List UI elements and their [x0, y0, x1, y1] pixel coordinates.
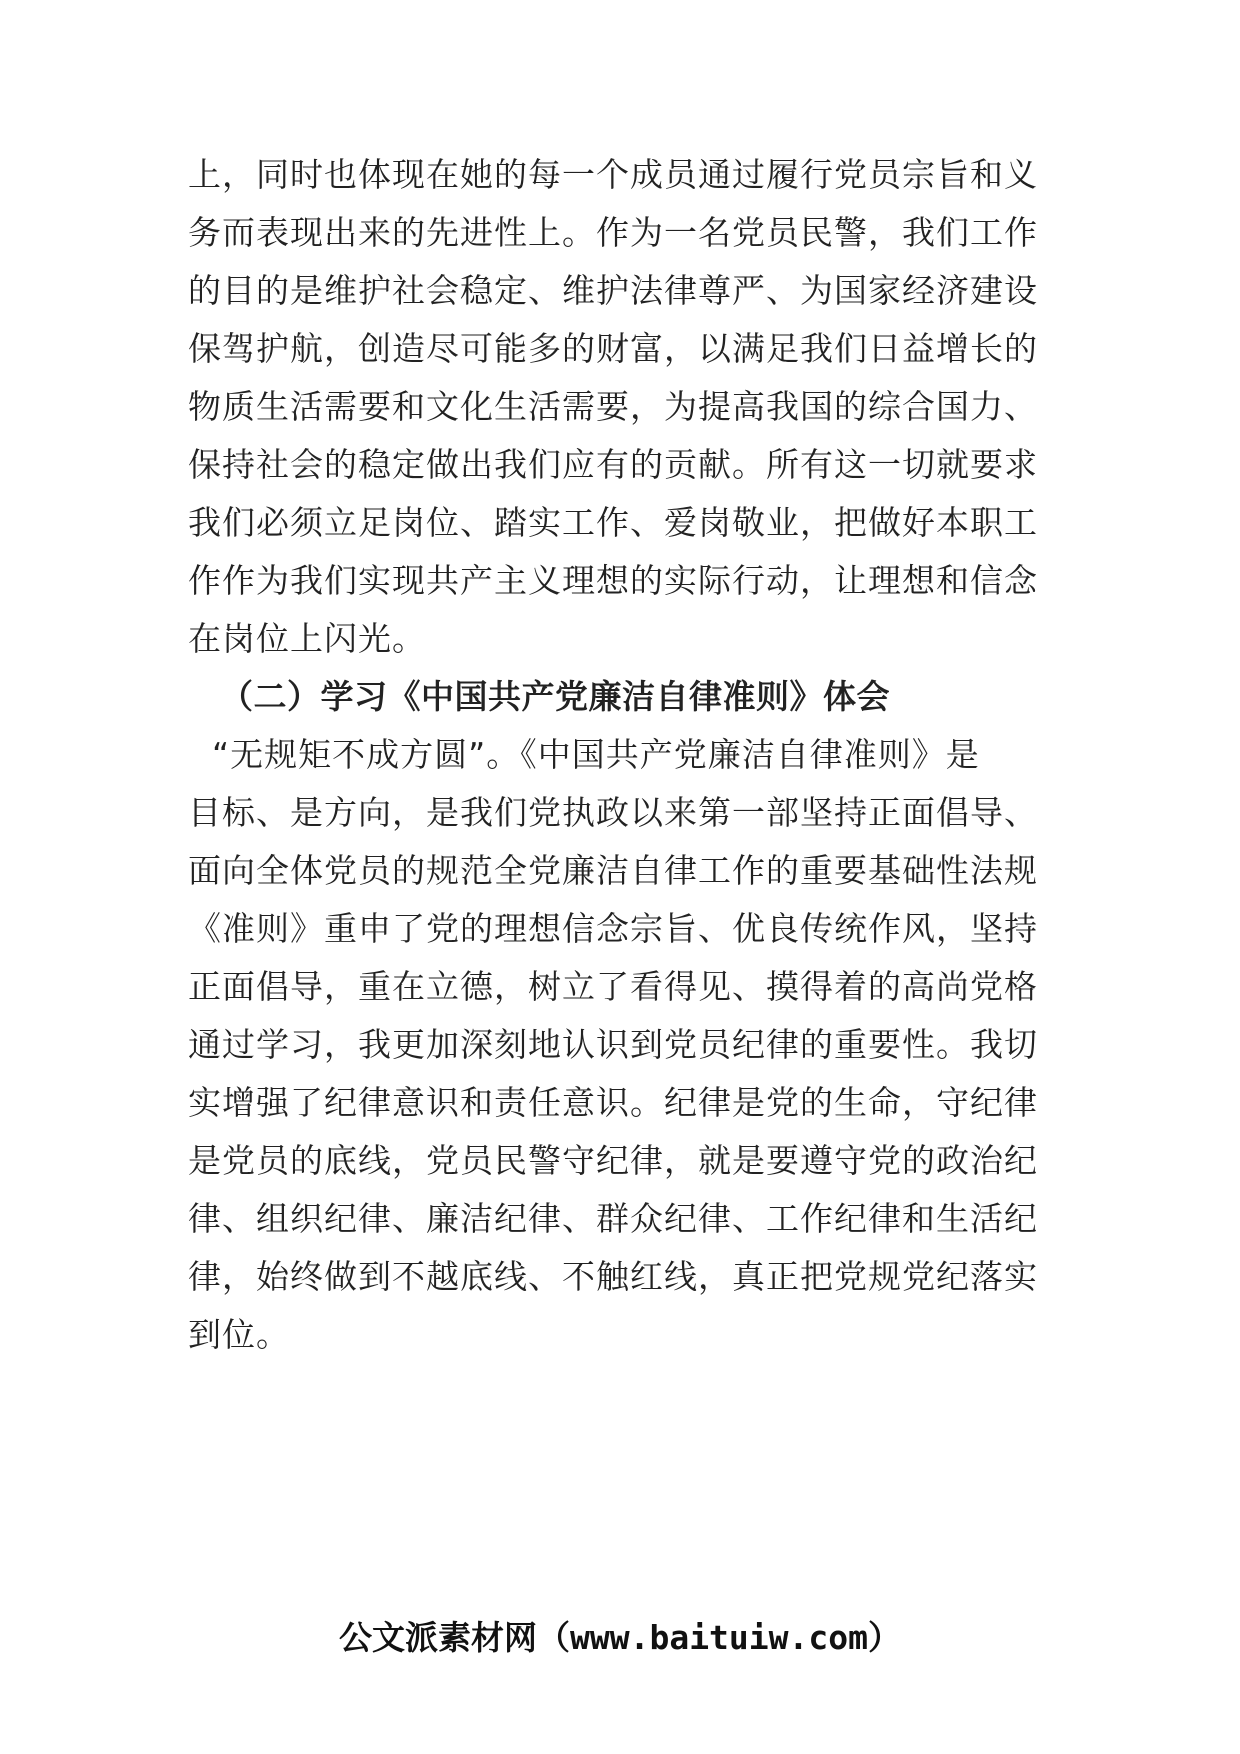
body-line: 是党员的底线，党员民警守纪律，就是要遵守党的政治纪: [188, 1141, 1038, 1180]
body-line: 目标、是方向，是我们党执政以来第一部坚持正面倡导、: [188, 793, 1038, 832]
body-line: 实增强了纪律意识和责任意识。纪律是党的生命，守纪律: [188, 1083, 1038, 1122]
footer-url: www.baituiw.com: [569, 1618, 868, 1657]
body-line: 《准则》重申了党的理想信念宗旨、优良传统作风，坚持: [188, 909, 1038, 948]
body-line: 律、组织纪律、廉洁纪律、群众纪律、工作纪律和生活纪: [188, 1199, 1038, 1238]
body-line: 通过学习，我更加深刻地认识到党员纪律的重要性。我切: [188, 1025, 1038, 1064]
footer-paren-close: ）: [868, 1618, 901, 1657]
footer-watermark: [0, 1610, 1240, 1666]
footer-paren-open: （: [536, 1618, 570, 1657]
body-line: 我们必须立足岗位、踏实工作、爱岗敬业，把做好本职工: [188, 503, 1038, 542]
body-line: 正面倡导，重在立德，树立了看得见、摸得着的高尚党格: [188, 967, 1038, 1006]
body-line: 务而表现出来的先进性上。作为一名党员民警，我们工作: [188, 213, 1038, 252]
body-line: 作作为我们实现共产主义理想的实际行动，让理想和信念: [188, 561, 1038, 600]
section-heading: （二）学习《中国共产党廉洁自律准则》体会: [220, 677, 890, 716]
body-line: 律，始终做到不越底线、不触红线，真正把党规党纪落实: [188, 1257, 1038, 1296]
body-line: 保持社会的稳定做出我们应有的贡献。所有这一切就要求: [188, 445, 1038, 484]
footer-site-name: 公文派素材网: [338, 1618, 537, 1657]
body-line: 在岗位上闪光。: [188, 619, 426, 658]
body-line: 的目的是维护社会稳定、维护法律尊严、为国家经济建设: [188, 271, 1038, 310]
body-line: 物质生活需要和文化生活需要，为提高我国的综合国力、: [188, 387, 1038, 426]
body-line: 上，同时也体现在她的每一个成员通过履行党员宗旨和义: [188, 155, 1038, 194]
body-line: “无规矩不成方圆”。《中国共产党廉洁自律准则》是: [212, 735, 980, 774]
body-line: 保驾护航，创造尽可能多的财富，以满足我们日益增长的: [188, 329, 1038, 368]
body-line: 面向全体党员的规范全党廉洁自律工作的重要基础性法规: [188, 851, 1038, 890]
body-line: 到位。: [188, 1315, 290, 1354]
